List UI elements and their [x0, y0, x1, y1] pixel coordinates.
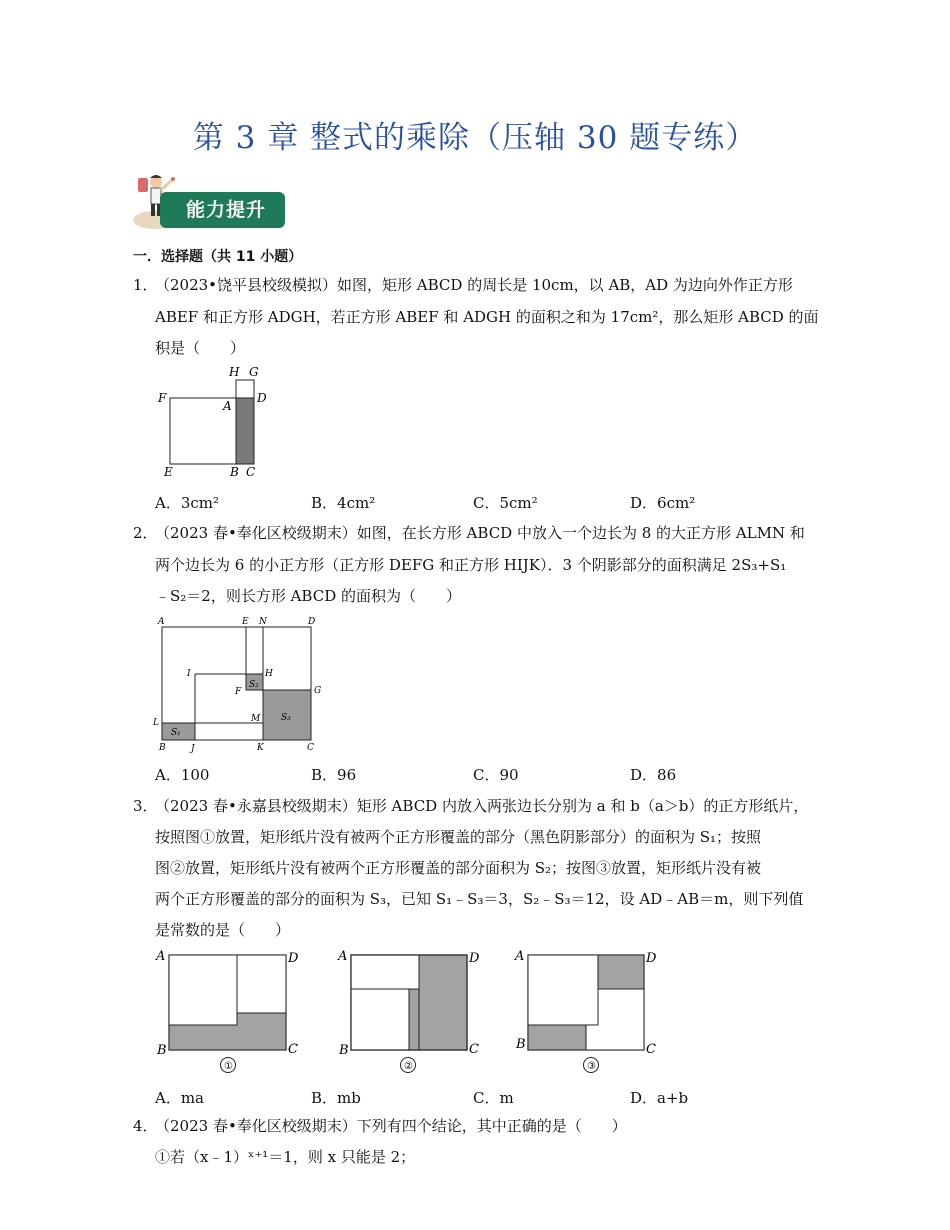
- q2-option-a: A．100: [155, 766, 210, 784]
- q2-label-i: I: [187, 669, 191, 679]
- q2-option-c: C．90: [473, 766, 519, 784]
- q4-line1: （2023 春•奉化区校级期末）下列有四个结论，其中正确的是（ ）: [155, 1117, 627, 1135]
- page-title: 第 3 章 整式的乘除（压轴 30 题专练）: [192, 120, 758, 156]
- q3f2-label-a: A: [338, 949, 348, 964]
- q3-line5: 是常数的是（ ）: [155, 921, 291, 939]
- q2-label-h: H: [265, 669, 273, 679]
- q4-number: 4．: [133, 1117, 158, 1135]
- q3f3-label-a: A: [515, 949, 525, 964]
- q1-option-b: B．4cm²: [311, 494, 376, 512]
- q3f2-label-b: B: [339, 1043, 349, 1058]
- q3-line3: 图②放置，矩形纸片没有被两个正方形覆盖的部分面积为 S₂；按图③放置，矩形纸片没有被: [155, 859, 762, 877]
- q3-figure-2: [335, 945, 495, 1075]
- q1-label-c: C: [246, 465, 256, 479]
- q1-line3: 积是（ ）: [155, 339, 246, 357]
- q3-number: 3．: [133, 797, 158, 815]
- q1-option-a: A．3cm²: [155, 494, 220, 512]
- q3f3-label-c: C: [646, 1042, 656, 1057]
- q1-line1: （2023•饶平县校级模拟）如图，矩形 ABCD 的周长是 10cm，以 AB，AD 为边向外作正方形: [155, 276, 793, 294]
- q3-option-b: B．mb: [311, 1089, 361, 1107]
- q3f1-label-c: C: [288, 1042, 298, 1057]
- q3-line4: 两个正方形覆盖的部分的面积为 S₃，已知 S₁﹣S₃＝3，S₂﹣S₃＝12，设 AD﹣AB＝m，则下列值: [155, 890, 804, 908]
- q2-option-d: D．86: [630, 766, 677, 784]
- q2-label-s2: S₂: [249, 680, 259, 690]
- q1-label-a: A: [223, 399, 232, 413]
- q2-label-s3: S₃: [281, 713, 291, 723]
- q3f1-label-d: D: [288, 951, 299, 966]
- section-heading: 一．选择题（共 11 小题）: [133, 249, 303, 265]
- q1-figure: [150, 362, 290, 482]
- q3-option-a: A．ma: [155, 1089, 204, 1107]
- q3f1-label-b: B: [157, 1043, 167, 1058]
- badge-label: 能力提升: [160, 192, 285, 228]
- q2-label-f: F: [235, 687, 242, 697]
- q2-label-e: E: [242, 617, 249, 627]
- ability-badge: [130, 170, 290, 232]
- q2-label-b: B: [159, 743, 166, 753]
- q1-label-e: E: [164, 465, 173, 479]
- q1-label-d: D: [257, 391, 267, 405]
- q3f1-label-a: A: [156, 949, 166, 964]
- q4-line2: ①若（x﹣1）ˣ⁺¹＝1，则 x 只能是 2；: [155, 1148, 416, 1166]
- q2-label-k: K: [257, 743, 264, 753]
- q2-label-g: G: [314, 686, 322, 696]
- q3f2-label-c: C: [469, 1042, 479, 1057]
- q1-number: 1．: [133, 276, 158, 294]
- q3f1-caption: ①: [224, 1061, 233, 1072]
- q1-label-h: H: [229, 365, 240, 379]
- q2-line3: ﹣S₂＝2，则长方形 ABCD 的面积为（ ）: [155, 587, 462, 605]
- q3f3-label-d: D: [646, 951, 657, 966]
- q3-line1: （2023 春•永嘉县校级期末）矩形 ABCD 内放入两张边长分别为 a 和 b（a＞b）的正方形纸片，: [155, 797, 809, 815]
- q2-label-s1: S₁: [171, 728, 181, 738]
- q2-line1: （2023 春•奉化区校级期末）如图，在长方形 ABCD 中放入一个边长为 8 的大正方形 ALMN 和: [155, 524, 805, 542]
- q1-option-d: D．6cm²: [630, 494, 696, 512]
- q3f2-caption: ②: [404, 1061, 413, 1072]
- q3f2-label-d: D: [469, 951, 480, 966]
- q2-figure: [150, 613, 340, 758]
- q1-label-f: F: [158, 391, 167, 405]
- q2-label-n: N: [259, 617, 267, 627]
- q3-figure-1: [153, 945, 313, 1075]
- q3-option-c: C．m: [473, 1089, 514, 1107]
- q2-label-l: L: [153, 718, 159, 728]
- q2-label-j: J: [191, 744, 195, 754]
- q2-label-c: C: [307, 743, 314, 753]
- q3-figure-3: [512, 945, 672, 1075]
- q1-line2: ABEF 和正方形 ADGH，若正方形 ABEF 和 ADGH 的面积之和为 17cm²，那么矩形 ABCD 的面: [155, 308, 819, 326]
- q2-number: 2．: [133, 524, 158, 542]
- q2-option-b: B．96: [311, 766, 357, 784]
- q2-label-a: A: [158, 617, 165, 627]
- q1-option-c: C．5cm²: [473, 494, 538, 512]
- q2-label-m: M: [251, 714, 261, 724]
- q2-line2: 两个边长为 6 的小正方形（正方形 DEFG 和正方形 HIJK）．3 个阴影部分的面积满足 2S₃+S₁: [155, 556, 787, 574]
- q3-option-d: D．a+b: [630, 1089, 689, 1107]
- q3f3-label-b: B: [516, 1037, 526, 1052]
- q1-label-g: G: [249, 365, 259, 379]
- q3f3-caption: ③: [587, 1061, 596, 1072]
- q2-label-d: D: [308, 617, 316, 627]
- q1-label-b: B: [230, 465, 239, 479]
- q3-line2: 按照图①放置，矩形纸片没有被两个正方形覆盖的部分（黑色阴影部分）的面积为 S₁；按照: [155, 828, 762, 846]
